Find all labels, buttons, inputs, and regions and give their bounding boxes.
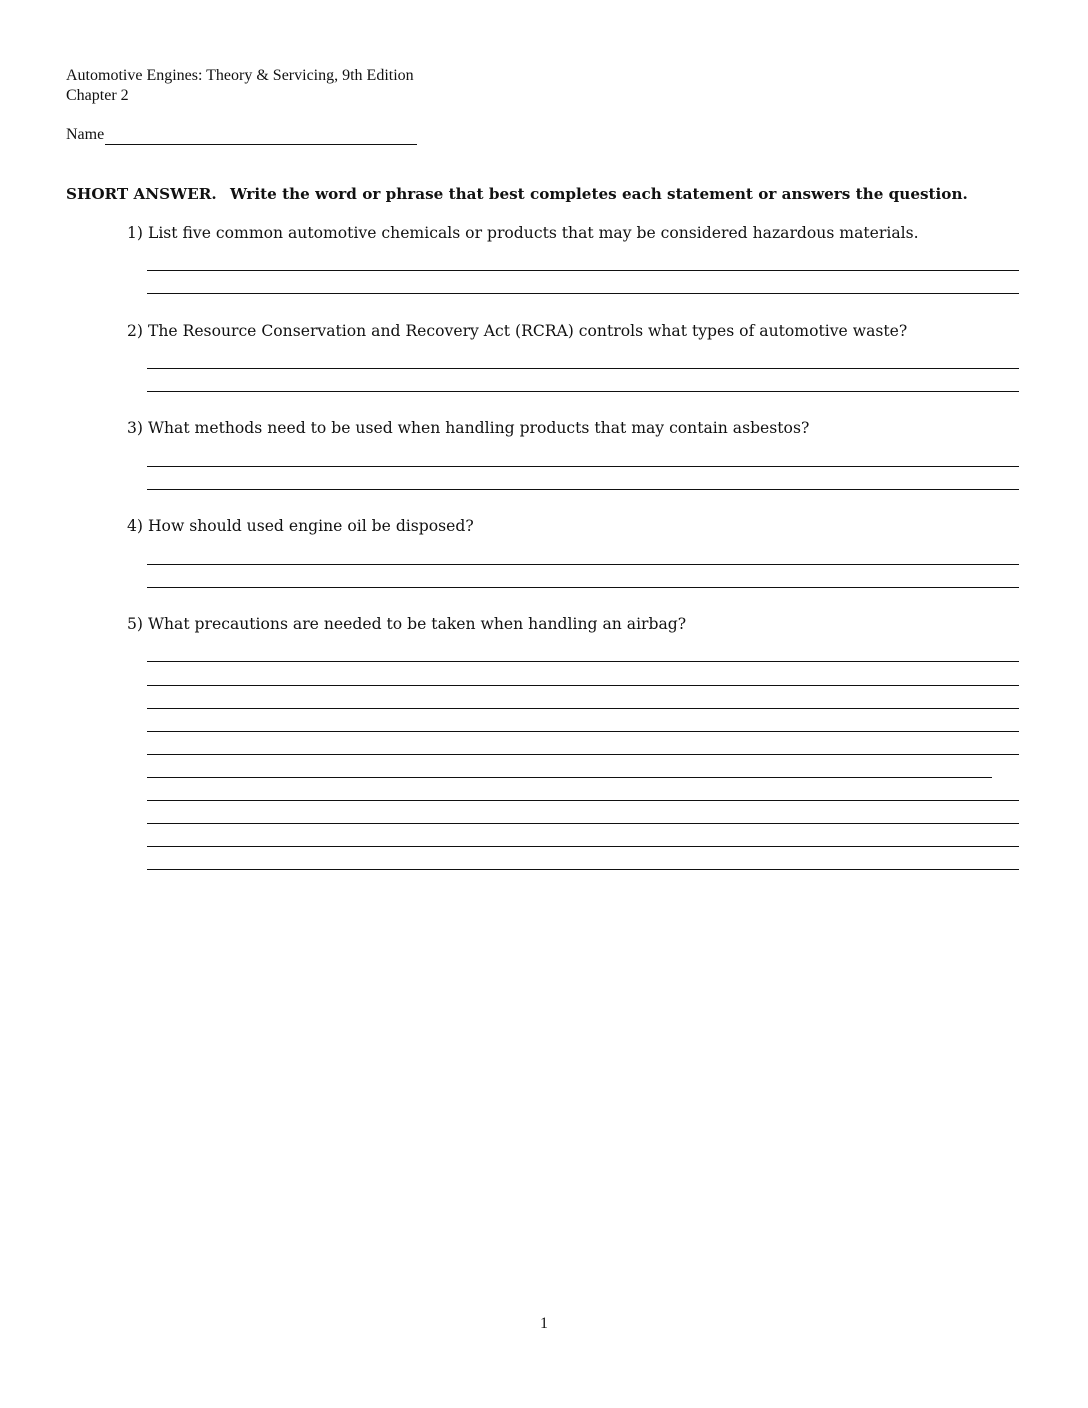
answer-line-5-10[interactable] <box>147 869 1019 870</box>
answer-line-5-8[interactable] <box>147 823 1019 824</box>
book-title: Automotive Engines: Theory & Servicing, 9th Edition <box>66 67 414 84</box>
name-field[interactable] <box>105 127 417 145</box>
answer-line-5-2[interactable] <box>147 685 1019 686</box>
answer-line-5-9[interactable] <box>147 846 1019 847</box>
section-heading: SHORT ANSWER. <box>66 185 217 203</box>
answer-line-5-6[interactable] <box>147 777 992 778</box>
question-5: 5) What precautions are needed to be taken when handling an airbag? <box>127 615 687 633</box>
answer-line-4-2[interactable] <box>147 587 1019 588</box>
answer-line-5-4[interactable] <box>147 731 1019 732</box>
answer-line-5-3[interactable] <box>147 708 1019 709</box>
answer-line-5-5[interactable] <box>147 754 1019 755</box>
name-row <box>66 125 417 145</box>
question-4: 4) How should used engine oil be disposed? <box>127 517 474 535</box>
question-2: 2) The Resource Conservation and Recovery Act (RCRA) controls what types of automotive waste? <box>127 322 908 340</box>
answer-line-1-1[interactable] <box>147 270 1019 271</box>
question-1: 1) List five common automotive chemicals or products that may be considered hazardous materials. <box>127 224 919 242</box>
question-3: 3) What methods need to be used when handling products that may contain asbestos? <box>127 419 810 437</box>
answer-line-5-1[interactable] <box>147 661 1019 662</box>
answer-line-1-2[interactable] <box>147 293 1019 294</box>
name-label: Name <box>66 126 105 143</box>
chapter-label: Chapter 2 <box>66 87 129 104</box>
document-header <box>66 66 414 106</box>
instructions <box>66 185 968 203</box>
answer-line-4-1[interactable] <box>147 564 1019 565</box>
answer-line-5-7[interactable] <box>147 800 1019 801</box>
answer-line-3-1[interactable] <box>147 466 1019 467</box>
instructions-text: Write the word or phrase that best completes each statement or answers the question. <box>229 185 968 203</box>
answer-line-2-1[interactable] <box>147 368 1019 369</box>
answer-line-2-2[interactable] <box>147 391 1019 392</box>
answer-line-3-2[interactable] <box>147 489 1019 490</box>
page-number: 1 <box>540 1315 548 1332</box>
